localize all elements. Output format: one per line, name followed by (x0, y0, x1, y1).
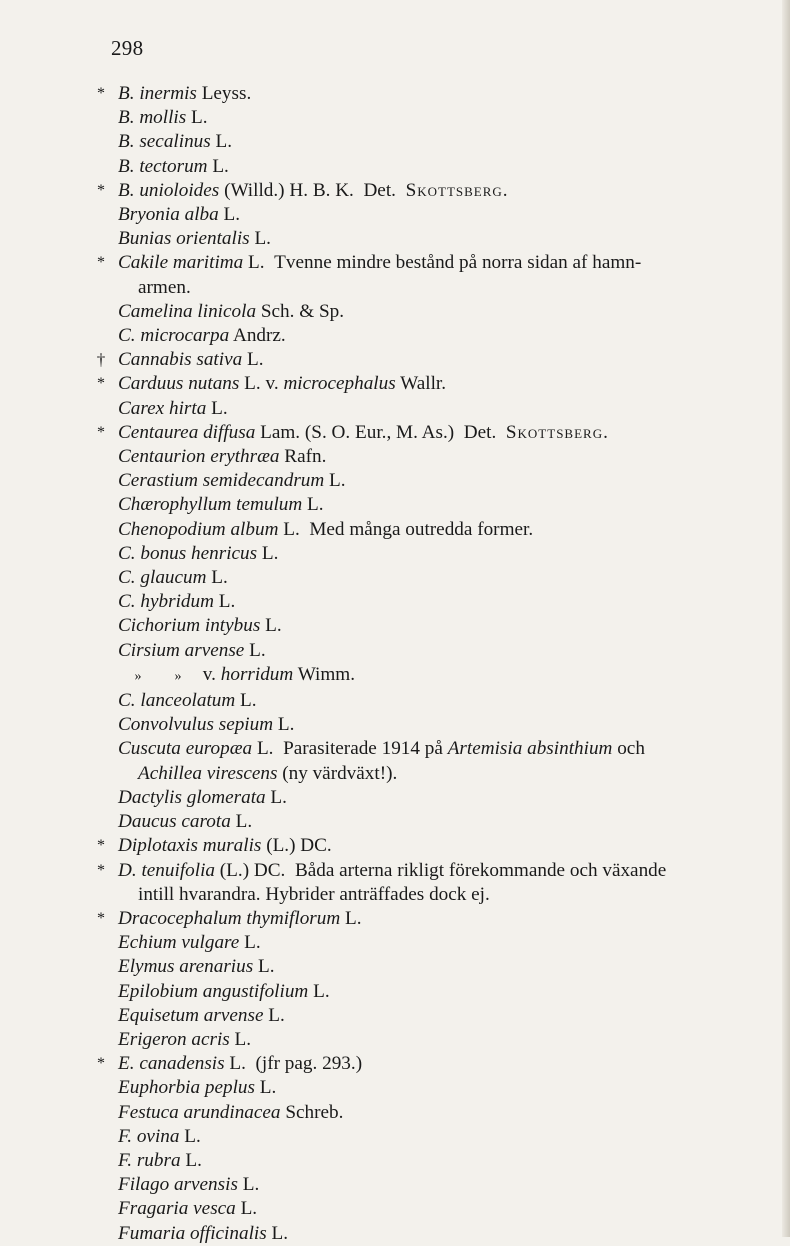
species-entry (0, 445, 790, 469)
species-entry (0, 639, 790, 663)
author: L. (244, 932, 261, 954)
entry-mark: * (97, 181, 105, 199)
species-entry (0, 1197, 790, 1221)
author: L. (229, 1053, 246, 1075)
author: L. (191, 107, 208, 129)
taxon-name: Fragaria vesca (118, 1198, 236, 1220)
taxon-name: microcephalus (283, 373, 396, 395)
author: L. (271, 1222, 289, 1244)
taxon-name: C. hybridum (118, 591, 214, 613)
taxon-name: Cakile maritima (118, 252, 244, 274)
taxon-name: D. tenuifolia (118, 859, 215, 881)
determiner: Skottsberg. (405, 179, 509, 201)
species-entry (0, 518, 790, 542)
species-entry (0, 1125, 790, 1149)
species-entry (0, 203, 790, 227)
author: Andrz. (232, 325, 286, 347)
species-entry (0, 1149, 790, 1173)
species-entry (0, 1052, 790, 1076)
species-entry (0, 955, 790, 979)
entry-mark: * (97, 254, 105, 272)
taxon-name: Chærophyllum temulum (118, 494, 303, 516)
taxon-name: Erigeron acris (118, 1028, 230, 1050)
taxon-name: Daucus carota (118, 811, 231, 833)
entry-mark: † (96, 350, 106, 370)
taxon-name: Carduus nutans (118, 373, 240, 395)
species-entry (0, 834, 790, 858)
author: L. (307, 494, 324, 516)
species-entry (0, 179, 790, 203)
taxon-name: Cuscuta europæa (118, 738, 253, 760)
taxon-name: B. unioloides (118, 179, 220, 201)
species-entry (0, 1028, 790, 1052)
species-entry (0, 397, 790, 421)
author: (Willd.) H. B. K. (224, 179, 354, 201)
taxon-name: Filago arvensis (118, 1174, 238, 1196)
author: L. (265, 615, 282, 637)
entry-continuation (118, 276, 750, 300)
species-list (0, 82, 790, 1246)
author: L. (249, 639, 266, 661)
author: L. (240, 1198, 258, 1220)
taxon-name: B. inermis (118, 83, 197, 104)
author: L. (184, 1125, 201, 1147)
author: L. (234, 1028, 252, 1050)
taxon-name: F. ovina (118, 1125, 180, 1147)
entry-mark: * (97, 375, 105, 393)
species-entry (0, 348, 790, 372)
author: Wallr. (400, 373, 447, 395)
taxon-name: C. bonus henricus (118, 542, 258, 564)
author: L. (212, 155, 229, 177)
species-entry (0, 713, 790, 737)
author: L. (313, 980, 330, 1002)
note: (jfr pag. 293.) (255, 1053, 363, 1075)
ditto-mark: » (174, 668, 182, 684)
taxon-name: C. glaucum (118, 567, 207, 589)
author: Wimm. (297, 663, 356, 685)
species-entry (0, 1101, 790, 1125)
taxon-name: Carex hirta (118, 397, 207, 419)
taxon-name: C. microcarpa (118, 325, 230, 347)
entry-mark: * (97, 423, 105, 441)
entry-continuation (118, 762, 750, 786)
taxon-name: horridum (220, 663, 294, 685)
note: (ny värdväxt!). (282, 762, 398, 784)
author: L. (211, 397, 228, 419)
species-entry (0, 907, 790, 931)
author: L. (211, 567, 228, 589)
species-entry (0, 324, 790, 348)
author: L. (256, 738, 274, 760)
author: (L.) DC. (266, 835, 332, 857)
species-entry (0, 663, 790, 689)
species-entry (0, 566, 790, 590)
author: L. (215, 131, 233, 153)
taxon-name: Euphorbia peplus (118, 1077, 255, 1099)
species-entry (0, 786, 790, 810)
species-entry (0, 614, 790, 638)
taxon-name: Fumaria officinalis (118, 1222, 267, 1244)
taxon-name: Cerastium semidecandrum (118, 470, 325, 492)
species-entry (0, 590, 790, 614)
taxon-name: Convolvulus sepium (118, 714, 274, 736)
author: v. (202, 663, 216, 685)
note: armen. (138, 276, 191, 298)
taxon-name: Cannabis sativa (118, 349, 243, 371)
taxon-name: Centaurea diffusa (118, 421, 256, 443)
entry-mark: * (97, 837, 105, 855)
taxon-name: Chenopodium album (118, 518, 279, 540)
species-entry (0, 1004, 790, 1028)
species-entry (0, 130, 790, 154)
taxon-name: B. secalinus (118, 131, 211, 153)
note: Med många outredda former. (309, 518, 534, 540)
author: L. (223, 204, 241, 226)
species-entry (0, 421, 790, 445)
note: Parasiterade 1914 på (283, 738, 443, 760)
author: L. (242, 1174, 260, 1196)
taxon-name: Cichorium intybus (118, 615, 261, 637)
taxon-name: Equisetum arvense (118, 1004, 264, 1026)
entry-mark: * (97, 861, 105, 879)
note: Tvenne mindre bestånd på norra sidan af hamn- (274, 252, 642, 274)
author: Leyss. (201, 83, 252, 104)
note: Det. (463, 421, 497, 443)
author: Sch. & Sp. (260, 300, 345, 322)
species-entry (0, 251, 790, 299)
author: L. (235, 811, 253, 833)
author: L. (268, 1004, 285, 1026)
author: L. (270, 786, 287, 808)
taxon-name: Bryonia alba (118, 204, 219, 226)
ditto-mark: » (134, 668, 142, 684)
taxon-name: B. tectorum (118, 155, 208, 177)
author: L. (259, 1077, 277, 1099)
author: L. (261, 542, 279, 564)
note: Det. (363, 179, 396, 201)
species-entry (0, 737, 790, 785)
species-entry (0, 980, 790, 1004)
entry-mark: * (97, 909, 105, 927)
taxon-name: C. lanceolatum (118, 690, 236, 712)
species-entry (0, 810, 790, 834)
taxon-name: Epilobium angustifolium (118, 980, 309, 1002)
author: L. (283, 518, 300, 540)
note: Båda arterna rikligt förekommande och växande (294, 859, 667, 881)
author: L. (218, 591, 236, 613)
species-entry (0, 859, 790, 907)
species-entry (0, 82, 790, 106)
author: Lam. (S. O. Eur., M. As.) (260, 421, 455, 443)
author: L. (329, 470, 346, 492)
species-entry (0, 1173, 790, 1197)
taxon-name: Artemisia absinthium (447, 738, 613, 760)
author: Schreb. (285, 1101, 344, 1123)
entry-mark: * (97, 85, 105, 102)
author: L. (248, 252, 265, 274)
taxon-name: B. mollis (118, 107, 187, 129)
page-number: 298 (111, 36, 144, 60)
species-entry (0, 1076, 790, 1100)
taxon-name: Achillea virescens (138, 762, 278, 784)
author: (L.) DC. (219, 859, 286, 881)
taxon-name: Centaurion erythræa (118, 446, 280, 468)
author: Rafn. (284, 446, 327, 468)
note: och (617, 738, 645, 760)
taxon-name: Bunias orientalis (118, 228, 250, 250)
species-entry (0, 1222, 790, 1246)
species-entry (0, 931, 790, 955)
author: L. (247, 349, 264, 371)
taxon-name: Cirsium arvense (118, 639, 245, 661)
author: L. (258, 956, 275, 978)
species-entry (0, 106, 790, 130)
entry-continuation (118, 883, 750, 907)
taxon-name: Camelina linicola (118, 300, 257, 322)
species-entry (0, 493, 790, 517)
note: intill hvarandra. Hybrider anträffades dock ej. (138, 883, 490, 905)
species-entry (0, 300, 790, 324)
taxon-name: E. canadensis (118, 1053, 225, 1075)
taxon-name: Dactylis glomerata (118, 786, 266, 808)
species-entry (0, 227, 790, 251)
taxon-name: Dracocephalum thymiflorum (118, 907, 341, 929)
author: L. (277, 714, 295, 736)
author: L. (185, 1149, 202, 1171)
determiner: Skottsberg. (505, 421, 609, 443)
author: L. (345, 907, 362, 929)
species-entry (0, 542, 790, 566)
taxon-name: Festuca arundinacea (118, 1101, 281, 1123)
species-entry (0, 689, 790, 713)
author: L. (254, 228, 271, 250)
taxon-name: Diplotaxis muralis (118, 835, 262, 857)
taxon-name: Elymus arenarius (118, 956, 254, 978)
taxon-name: F. rubra (118, 1149, 181, 1171)
author: L. v. (244, 373, 279, 395)
author: L. (240, 690, 257, 712)
species-entry (0, 372, 790, 396)
species-entry (0, 155, 790, 179)
entry-mark: * (97, 1055, 105, 1073)
species-entry (0, 469, 790, 493)
taxon-name: Echium vulgare (118, 932, 240, 954)
